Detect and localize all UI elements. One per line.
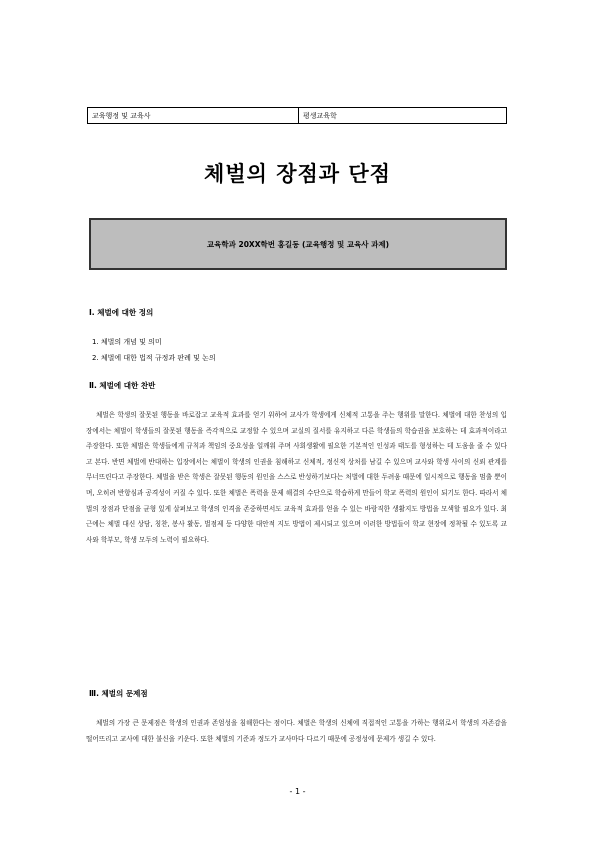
body-paragraph-2: 체벌의 가장 큰 문제점은 학생의 인권과 존엄성을 침해한다는 점이다. 체벌은 학생의 신체에 직접적인 고통을 가하는 행위로서 학생의 자존감을 떨어뜨리고 교사에 대한 불신을 키운다. 또한 체벌의 기준과 정도가 교사마다 다르기 때문에 공정성에 문제가 생길 수 있다. bbox=[86, 719, 507, 743]
header-subject-cell: 평생교육학 bbox=[303, 111, 337, 120]
document-title: 체벌의 장점과 단점 bbox=[204, 161, 391, 186]
body-paragraph-1: 체벌은 학생의 잘못된 행동을 바로잡고 교육적 효과를 얻기 위하여 교사가 학생에게 신체적 고통을 주는 행위를 말한다. 체벌에 대한 찬성의 입장에서는 체벌이 학생들의 잘못된 행동을 즉각적으로 교정할 수 있으며 교실의 질서를 유지하고 다른 학생들의 학습권을 보호하는 데 효과적이라고 주장한다. 또한 체벌은 학생들에게 규칙과 책임의 중요성을 일깨워 주며 사회생활에 필요한 기본적인 인성과 태도를 형성하는 데 도움을 줄 수 있다고 본다. 반면 체벌에 반대하는 입장에서는 체벌이 학생의 인권을 침해하고 신체적, 정신적 상처를 남길 수 있으며 교사와 학생 사이의 신뢰 관계를 무너뜨린다고 주장한다. 체벌을 받은 학생은 잘못된 행동의 원인을 스스로 반성하기보다는 처벌에 대한 두려움 때문에 일시적으로 행동을 멈출 뿐이며, 오히려 반항심과 공격성이 커질 수 있다. 또한 체벌은 폭력을 문제 해결의 수단으로 학습하게 만들어 학교 폭력의 원인이 되기도 한다. 따라서 체벌의 장점과 단점을 균형 있게 살펴보고 학생의 인격을 존중하면서도 교육적 효과를 얻을 수 있는 바람직한 생활지도 방법을 모색할 필요가 있다. 최근에는 체벌 대신 상담, 칭찬, 봉사 활동, 벌점제 등 다양한 대안적 지도 방법이 제시되고 있으며 이러한 방법들이 학교 현장에 정착될 수 있도록 교사와 학부모, 학생 모두의 노력이 필요하다. bbox=[86, 411, 507, 544]
section-heading-3: Ⅲ. 체벌의 문제점 bbox=[89, 689, 148, 698]
header-info-table bbox=[87, 107, 507, 124]
subtitle-box: 교육학과 20XX학번 홍길동 (교육행정 및 교육사 과제) bbox=[89, 218, 507, 270]
page-number: - 1 - bbox=[289, 787, 306, 796]
section-1-item-2: 2. 체벌에 대한 법적 규정과 판례 및 논의 bbox=[92, 354, 216, 362]
section-heading-1: Ⅰ. 체벌에 대한 정의 bbox=[89, 308, 154, 317]
section-1-item-1: 1. 체벌의 개념 및 의미 bbox=[92, 338, 162, 346]
header-course-cell: 교육행정 및 교육사 bbox=[88, 108, 299, 123]
section-heading-2: Ⅱ. 체벌에 대한 찬반 bbox=[89, 381, 156, 390]
